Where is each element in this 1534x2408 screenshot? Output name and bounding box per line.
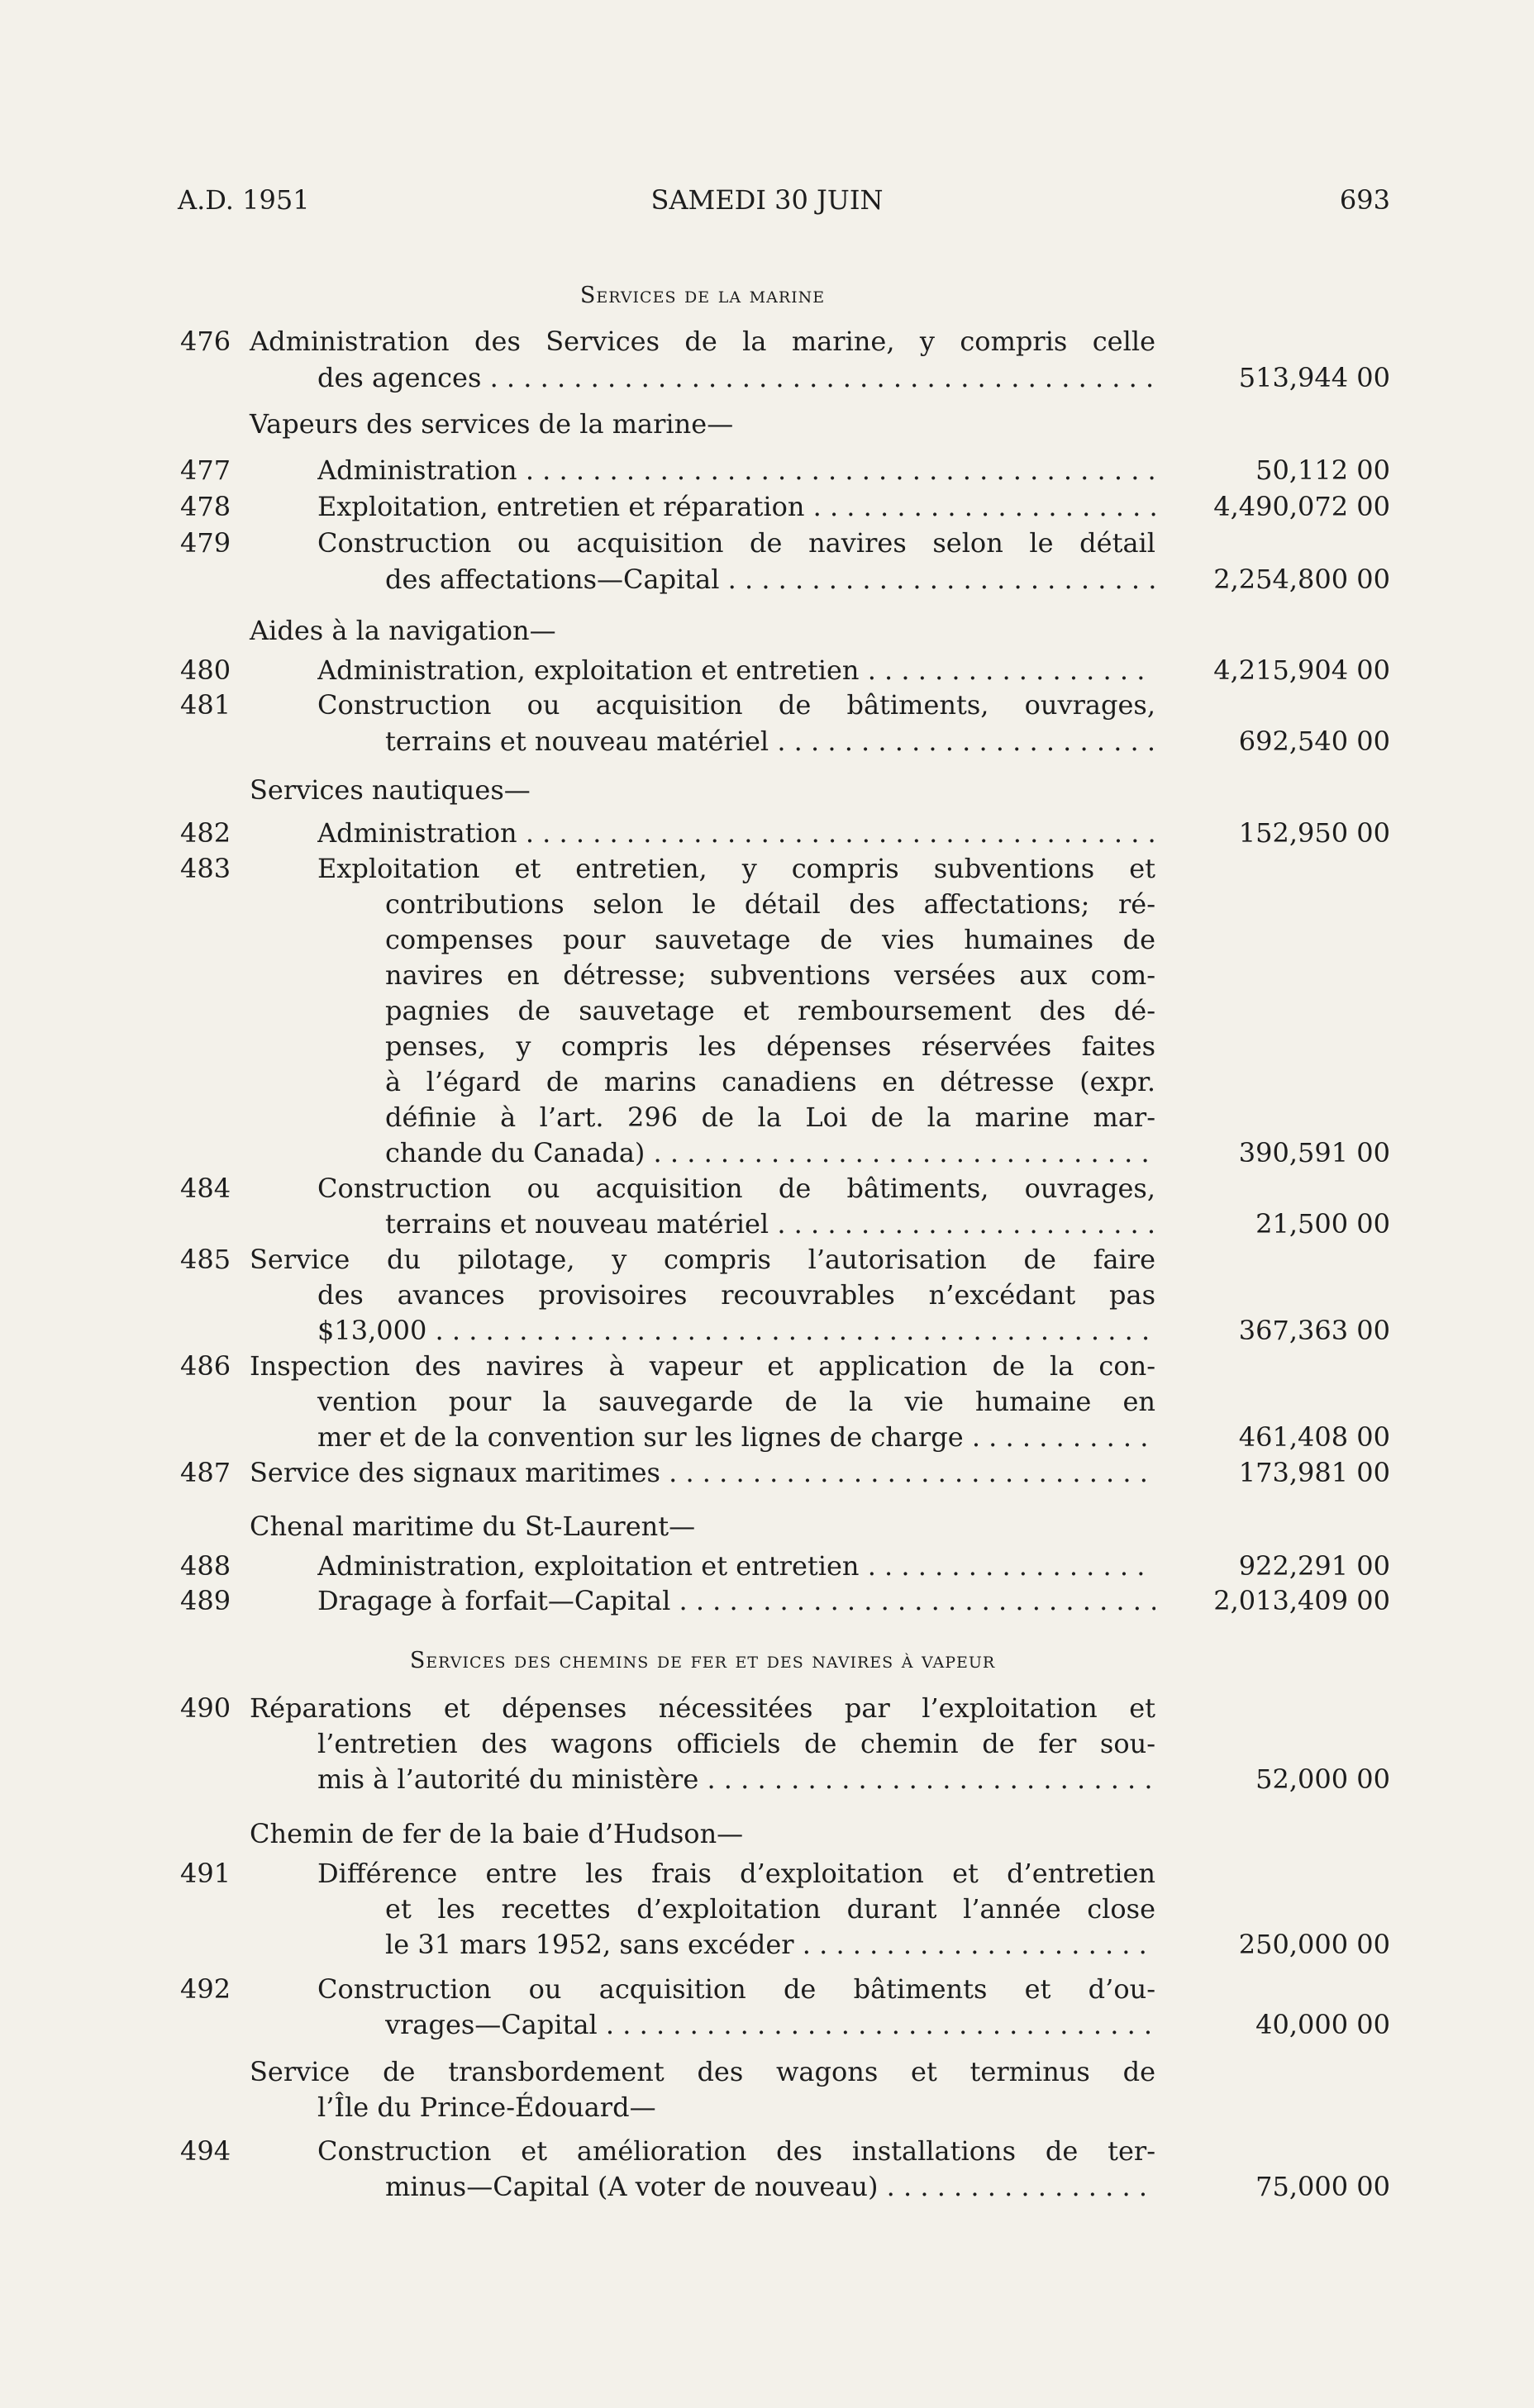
item-amount: 922,291 00 <box>1238 1550 1390 1582</box>
item-text: des agences . . . <box>317 360 1155 396</box>
item-text: Administration . . . <box>317 816 1155 851</box>
group-heading: Aides à la navigation— <box>250 615 556 646</box>
item-text: Administration . . . <box>317 453 1155 488</box>
item-amount: 52,000 00 <box>1255 1763 1390 1795</box>
item-number: 491 <box>180 1858 231 1889</box>
item-amount: 173,981 00 <box>1238 1457 1390 1488</box>
item-text: des avances provisoires recouvrables n’excédant pas <box>317 1279 1155 1311</box>
item-text: Administration, exploitation et entretien . . . <box>317 1549 1155 1584</box>
item-text: Réparations et dépenses nécessitées par l’exploitation et <box>250 1692 1155 1724</box>
item-amount: 250,000 00 <box>1238 1929 1390 1960</box>
item-text: l’entretien des wagons officiels de chemin de fer sou- <box>317 1728 1155 1759</box>
item-text: Construction et amélioration des installations de ter- <box>317 2135 1155 2167</box>
item-amount: 390,591 00 <box>1238 1137 1390 1168</box>
item-text: Service du pilotage, y compris l’autorisation de faire <box>250 1244 1155 1275</box>
item-text: $13,000 . . . <box>317 1313 1155 1349</box>
item-text: à l’égard de marins canadiens en détresse (expr. <box>385 1066 1155 1097</box>
item-text: penses, y compris les dépenses réservées faites <box>385 1030 1155 1062</box>
item-amount: 692,540 00 <box>1238 726 1390 757</box>
item-text: Service des signaux maritimes . . . <box>250 1455 1155 1491</box>
item-number: 480 <box>180 654 231 686</box>
item-text: vrages—Capital . . . <box>385 2007 1155 2043</box>
item-text: compenses pour sauvetage de vies humaines de <box>385 924 1155 955</box>
item-text: le 31 mars 1952, sans excéder . . . <box>385 1927 1155 1963</box>
item-text: Différence entre les frais d’exploitation et d’entretien <box>317 1858 1155 1889</box>
item-text: mer et de la convention sur les lignes de charge . . . <box>317 1420 1155 1455</box>
item-number: 477 <box>180 454 231 486</box>
item-text: terrains et nouveau matériel . . . <box>385 1206 1155 1242</box>
item-number: 485 <box>180 1244 231 1275</box>
item-text: Exploitation et entretien, y compris subventions et <box>317 853 1155 884</box>
section-title-chemins: Services des chemins de fer et des navires à vapeur <box>409 1648 996 1673</box>
item-amount: 4,490,072 00 <box>1213 491 1390 522</box>
item-text: pagnies de sauvetage et remboursement des dé- <box>385 995 1155 1026</box>
item-number: 484 <box>180 1173 231 1204</box>
item-number: 489 <box>180 1585 231 1616</box>
item-number: 481 <box>180 689 231 721</box>
item-text: Construction ou acquisition de bâtiments, ouvrages, <box>317 689 1155 721</box>
item-amount: 40,000 00 <box>1255 2009 1390 2040</box>
item-number: 486 <box>180 1350 231 1382</box>
item-number: 487 <box>180 1457 231 1488</box>
item-text: terrains et nouveau matériel . . . <box>385 724 1155 759</box>
item-amount: 367,363 00 <box>1238 1315 1390 1346</box>
item-text: et les recettes d’exploitation durant l’année close <box>385 1893 1155 1925</box>
item-amount: 152,950 00 <box>1238 817 1390 849</box>
item-text: Dragage à forfait—Capital . . . <box>317 1583 1155 1619</box>
header-date: SAMEDI 30 JUIN <box>650 184 884 216</box>
item-number: 492 <box>180 1973 231 2005</box>
item-text: Exploitation, entretien et réparation . . . <box>317 489 1155 525</box>
item-text: vention pour la sauvegarde de la vie humaine en <box>317 1386 1155 1417</box>
item-text: Inspection des navires à vapeur et application de la con- <box>250 1350 1155 1382</box>
group-heading: Service de transbordement des wagons et terminus de <box>250 2056 1155 2087</box>
item-text: Administration, exploitation et entretien . . . <box>317 653 1155 688</box>
item-amount: 2,013,409 00 <box>1213 1585 1390 1616</box>
item-text: contributions selon le détail des affectations; ré- <box>385 888 1155 920</box>
item-number: 488 <box>180 1550 231 1582</box>
item-number: 482 <box>180 817 231 849</box>
item-amount: 4,215,904 00 <box>1213 654 1390 686</box>
item-text: des affectations—Capital . . . <box>385 562 1155 597</box>
item-number: 494 <box>180 2135 231 2167</box>
item-number: 483 <box>180 853 231 884</box>
group-heading: Services nautiques— <box>250 774 531 806</box>
group-heading: l’Île du Prince-Édouard— <box>317 2092 656 2123</box>
group-heading: Vapeurs des services de la marine— <box>250 408 734 440</box>
section-title-marine: Services de la marine <box>579 283 826 308</box>
item-amount: 461,408 00 <box>1238 1421 1390 1453</box>
group-heading: Chemin de fer de la baie d’Hudson— <box>250 1818 744 1849</box>
group-heading: Chenal maritime du St-Laurent— <box>250 1511 696 1542</box>
item-number: 490 <box>180 1692 231 1724</box>
item-text: navires en détresse; subventions versées aux com- <box>385 959 1155 991</box>
item-amount: 75,000 00 <box>1255 2171 1390 2202</box>
item-text: minus—Capital (A voter de nouveau) . . . <box>385 2169 1155 2205</box>
item-text: Construction ou acquisition de navires selon le détail <box>317 527 1155 559</box>
item-number: 476 <box>180 326 231 357</box>
item-text: définie à l’art. 296 de la Loi de la marine mar- <box>385 1102 1155 1133</box>
item-text: Construction ou acquisition de bâtiments et d’ou- <box>317 1973 1155 2005</box>
header-year: A.D. 1951 <box>178 184 310 216</box>
item-text: mis à l’autorité du ministère . . . <box>317 1762 1155 1797</box>
item-number: 478 <box>180 491 231 522</box>
item-amount: 513,944 00 <box>1238 362 1390 393</box>
item-amount: 50,112 00 <box>1255 454 1390 486</box>
item-text: Construction ou acquisition de bâtiments, ouvrages, <box>317 1173 1155 1204</box>
item-text: Administration des Services de la marine, y compris celle <box>250 326 1155 357</box>
item-amount: 2,254,800 00 <box>1213 564 1390 595</box>
item-text: chande du Canada) . . . <box>385 1135 1155 1171</box>
page-number: 693 <box>1339 184 1390 216</box>
item-number: 479 <box>180 527 231 559</box>
item-amount: 21,500 00 <box>1255 1208 1390 1240</box>
